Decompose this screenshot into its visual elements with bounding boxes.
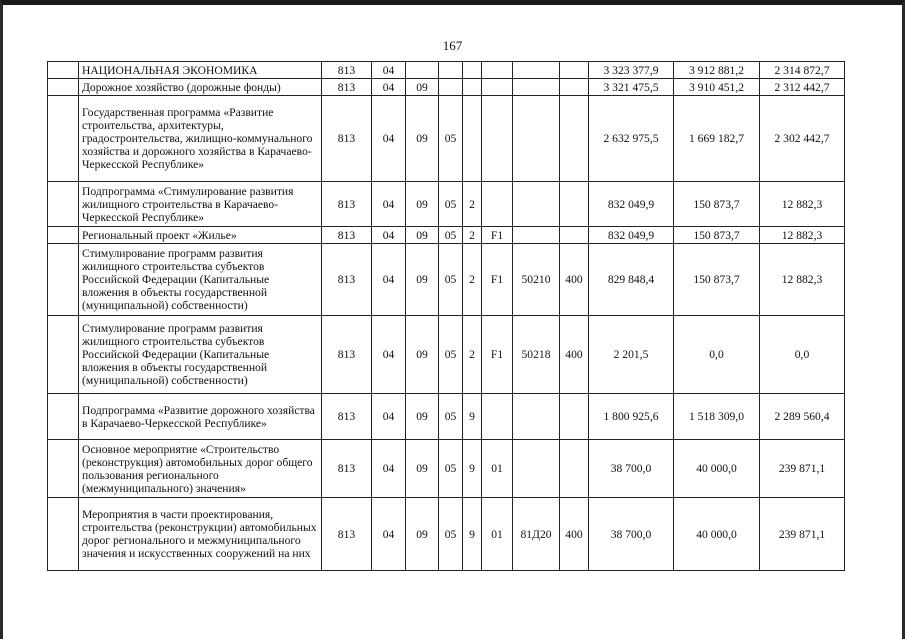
cell-program: 05 [439,227,463,244]
cell-expense-type [560,96,589,182]
cell-rz: 04 [372,62,406,79]
cell-pr: 09 [406,394,439,440]
cell-name: Стимулирование программ развития жилищного строительства субъектов Российской Федерации (Капитальные вложения в объекты государственной (муниципальной) собственности) [79,244,322,316]
cell-rz: 04 [372,79,406,96]
page-number: 167 [442,38,463,53]
cell-sum-2: 1 669 182,7 [674,96,760,182]
cell-rz: 04 [372,316,406,394]
cell-direction [513,96,560,182]
cell-margin [48,316,79,394]
cell-sum-1: 829 848,4 [589,244,674,316]
cell-rz: 04 [372,182,406,227]
cell-expense-type: 400 [560,244,589,316]
cell-program: 05 [439,316,463,394]
cell-subprogram: 9 [463,498,482,571]
cell-margin [48,394,79,440]
cell-direction [513,227,560,244]
cell-program [439,79,463,96]
cell-sum-3: 12 882,3 [760,227,845,244]
cell-expense-type [560,62,589,79]
cell-expense-type: 400 [560,316,589,394]
cell-sum-1: 2 632 975,5 [589,96,674,182]
cell-pr: 09 [406,227,439,244]
cell-rz: 04 [372,440,406,498]
cell-sum-3: 2 314 872,7 [760,62,845,79]
cell-project: F1 [482,316,513,394]
cell-project [482,62,513,79]
cell-program: 05 [439,244,463,316]
cell-sum-1: 832 049,9 [589,227,674,244]
cell-sum-3: 239 871,1 [760,498,845,571]
cell-project: F1 [482,227,513,244]
cell-subprogram [463,62,482,79]
cell-ved: 813 [322,498,372,571]
cell-project: 01 [482,440,513,498]
cell-sum-2: 3 912 881,2 [674,62,760,79]
cell-pr: 09 [406,79,439,96]
cell-program: 05 [439,182,463,227]
cell-ved: 813 [322,79,372,96]
table-row [48,96,845,182]
cell-pr: 09 [406,440,439,498]
cell-ved: 813 [322,182,372,227]
cell-project [482,96,513,182]
table-row [48,62,845,79]
cell-name: Мероприятия в части проектирования, строительства (реконструкции) автомобильных дорог регионального и межмуниципального значения и искусственных сооружений на них [79,498,322,571]
cell-name: Государственная программа «Развитие строительства, архитектуры, градостроительства, жилищно-коммунального хозяйства и дорожного хозяйства в Карачаево-Черкесской Республике» [79,96,322,182]
cell-sum-1: 3 321 475,5 [589,79,674,96]
cell-sum-2: 0,0 [674,316,760,394]
cell-margin [48,244,79,316]
cell-program: 05 [439,96,463,182]
table-row [48,394,845,440]
cell-margin [48,96,79,182]
table-row [48,316,845,394]
cell-subprogram: 2 [463,182,482,227]
cell-ved: 813 [322,440,372,498]
cell-sum-3: 2 302 442,7 [760,96,845,182]
cell-sum-1: 38 700,0 [589,440,674,498]
cell-project [482,182,513,227]
cell-program: 05 [439,394,463,440]
cell-sum-2: 1 518 309,0 [674,394,760,440]
cell-pr: 09 [406,182,439,227]
cell-expense-type: 400 [560,498,589,571]
cell-sum-1: 3 323 377,9 [589,62,674,79]
table-row [48,498,845,571]
cell-name: НАЦИОНАЛЬНАЯ ЭКОНОМИКА [79,62,322,79]
cell-project [482,79,513,96]
cell-ved: 813 [322,96,372,182]
cell-ved: 813 [322,244,372,316]
cell-expense-type [560,394,589,440]
cell-margin [48,440,79,498]
cell-subprogram: 2 [463,244,482,316]
cell-rz: 04 [372,96,406,182]
cell-sum-3: 2 289 560,4 [760,394,845,440]
cell-pr [406,62,439,79]
cell-program: 05 [439,440,463,498]
cell-rz: 04 [372,498,406,571]
cell-ved: 813 [322,394,372,440]
cell-direction [513,182,560,227]
cell-expense-type [560,182,589,227]
cell-margin [48,182,79,227]
cell-sum-1: 2 201,5 [589,316,674,394]
table-body [48,62,845,571]
cell-program [439,62,463,79]
cell-rz: 04 [372,394,406,440]
cell-direction [513,79,560,96]
cell-pr: 09 [406,244,439,316]
cell-sum-1: 832 049,9 [589,182,674,227]
cell-subprogram [463,96,482,182]
cell-subprogram: 9 [463,394,482,440]
cell-pr: 09 [406,316,439,394]
cell-margin [48,62,79,79]
cell-name: Региональный проект «Жилье» [79,227,322,244]
table-row [48,244,845,316]
cell-direction [513,440,560,498]
cell-margin [48,79,79,96]
cell-ved: 813 [322,316,372,394]
cell-pr: 09 [406,96,439,182]
table-row [48,182,845,227]
cell-name: Подпрограмма «Развитие дорожного хозяйства в Карачаево-Черкесской Республике» [79,394,322,440]
cell-subprogram: 9 [463,440,482,498]
cell-name: Дорожное хозяйство (дорожные фонды) [79,79,322,96]
cell-subprogram [463,79,482,96]
cell-rz: 04 [372,244,406,316]
table-row [48,227,845,244]
cell-sum-2: 150 873,7 [674,182,760,227]
cell-subprogram: 2 [463,227,482,244]
cell-sum-1: 38 700,0 [589,498,674,571]
cell-sum-2: 40 000,0 [674,498,760,571]
cell-subprogram: 2 [463,316,482,394]
cell-sum-3: 12 882,3 [760,182,845,227]
table-row [48,440,845,498]
cell-sum-1: 1 800 925,6 [589,394,674,440]
budget-table [47,61,845,571]
cell-expense-type [560,79,589,96]
cell-direction: 50210 [513,244,560,316]
cell-direction [513,394,560,440]
cell-name: Стимулирование программ развития жилищного строительства субъектов Российской Федерации (Капитальные вложения в объекты государственной (муниципальной) собственности) [79,316,322,394]
cell-program: 05 [439,498,463,571]
cell-project: 01 [482,498,513,571]
cell-direction: 50218 [513,316,560,394]
cell-name: Подпрограмма «Стимулирование развития жилищного строительства в Карачаево-Черкесской Республике» [79,182,322,227]
cell-pr: 09 [406,498,439,571]
cell-name: Основное мероприятие «Строительство (реконструкция) автомобильных дорог общего пользования регионального (межмуниципального) значения» [79,440,322,498]
cell-ved: 813 [322,227,372,244]
cell-margin [48,498,79,571]
cell-ved: 813 [322,62,372,79]
cell-expense-type [560,440,589,498]
cell-rz: 04 [372,227,406,244]
cell-sum-2: 150 873,7 [674,244,760,316]
cell-sum-3: 12 882,3 [760,244,845,316]
cell-sum-3: 239 871,1 [760,440,845,498]
cell-sum-3: 2 312 442,7 [760,79,845,96]
cell-sum-2: 40 000,0 [674,440,760,498]
cell-direction: 81Д20 [513,498,560,571]
cell-direction [513,62,560,79]
cell-sum-3: 0,0 [760,316,845,394]
cell-expense-type [560,227,589,244]
cell-sum-2: 3 910 451,2 [674,79,760,96]
cell-project [482,394,513,440]
cell-sum-2: 150 873,7 [674,227,760,244]
table-row [48,79,845,96]
cell-project: F1 [482,244,513,316]
cell-margin [48,227,79,244]
